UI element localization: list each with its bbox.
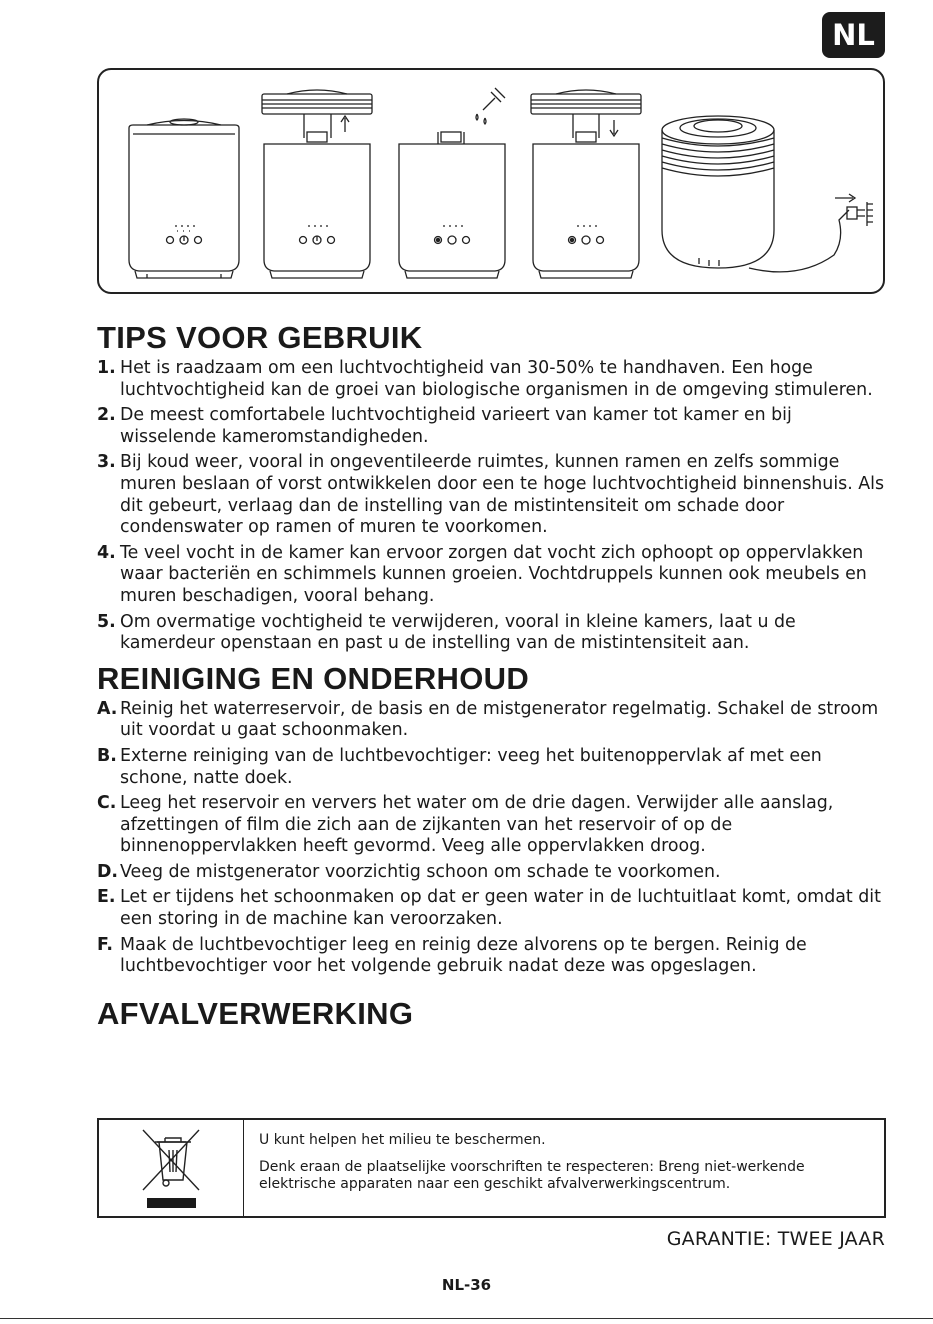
item-marker: B. <box>97 745 117 766</box>
item-text: Externe reiniging van de luchtbevochtiger: veeg het buitenoppervlak af met een schone, natte doek. <box>120 745 822 788</box>
list-item <box>97 887 887 930</box>
power-cord-icon <box>749 210 849 272</box>
item-marker: 2. <box>97 405 116 426</box>
list-item <box>97 452 887 538</box>
list-item <box>97 746 887 789</box>
weee-icon-cell <box>99 1120 244 1216</box>
item-text: Bij koud weer, vooral in ongeventileerde ruimtes, kunnen ramen en zelfs sommige muren beslaan of vorst ontwikkelen door een te hoge luchtvochtigheid binnenshuis. Als dit gebeurt, verlaag dan de instelling van de mistintensiteit om schade door condenswater op ramen of muren te voorkomen. <box>120 452 885 538</box>
disposal-info-box <box>97 1118 886 1218</box>
list-item <box>97 793 887 858</box>
cleaning-list <box>97 699 887 978</box>
item-marker: 1. <box>97 358 116 378</box>
disposal-text <box>259 1132 869 1203</box>
language-badge: NL <box>822 12 885 58</box>
item-marker: 5. <box>97 611 116 632</box>
section-title-tips: TIPS VOOR GEBRUIK <box>97 320 423 355</box>
list-item <box>97 935 887 978</box>
item-text: Maak de luchtbevochtiger leeg en reinig deze alvorens op te bergen. Reinig de luchtbevochtiger voor het volgende gebruik nadat deze was opgeslagen. <box>120 934 807 977</box>
item-text: Veeg de mistgenerator voorzichtig schoon om schade te voorkomen. <box>120 861 721 882</box>
item-text: Om overmatige vochtigheid te verwijderen, vooral in kleine kamers, laat u de kamerdeur openstaan en past u de instelling van de mistintensiteit aan. <box>120 611 796 654</box>
item-marker: C. <box>97 793 117 814</box>
humidifier-unit-icon <box>262 90 372 278</box>
list-item <box>97 699 887 742</box>
humidifier-illustration-panel <box>97 68 885 294</box>
list-item <box>97 405 887 448</box>
list-item <box>97 543 887 608</box>
humidifier-unit-icon <box>399 88 505 278</box>
item-marker: A. <box>97 698 118 719</box>
disposal-line-2: Denk eraan de plaatselijke voorschriften te respecteren: Breng niet-werkende elektrische apparaten naar een geschikt afvalverwerkingscentrum. <box>259 1159 805 1192</box>
item-text: Let er tijdens het schoonmaken op dat er geen water in de luchtuitlaat komt, omdat dit een storing in de machine kan veroorzaken. <box>120 887 881 930</box>
item-marker: E. <box>97 887 116 908</box>
humidifier-unit-icon <box>129 119 239 278</box>
item-marker: 4. <box>97 542 116 563</box>
item-text: Het is raadzaam om een luchtvochtigheid van 30-50% te handhaven. Een hoge luchtvochtigheid kan de groei van biologische organismen in de omgeving stimuleren. <box>120 358 873 400</box>
item-marker: F. <box>97 934 113 955</box>
warranty-text: GARANTIE: TWEE JAAR <box>666 1228 885 1250</box>
page-number: NL-36 <box>441 1276 492 1294</box>
disposal-line-1: U kunt helpen het milieu te beschermen. <box>259 1132 546 1148</box>
humidifier-perspective-icon <box>662 116 873 272</box>
item-text: Leeg het reservoir en ververs het water om de drie dagen. Verwijder alle aanslag, afzettingen of film die zich aan de zijkanten van het reservoir of op de binnenoppervlakken heeft gevormd. Veeg alle oppervlakken droog. <box>120 793 834 857</box>
humidifier-unit-icon <box>531 90 641 278</box>
item-marker: 3. <box>97 452 116 473</box>
section-title-cleaning: REINIGING EN ONDERHOUD <box>97 660 530 696</box>
list-item <box>97 358 887 401</box>
item-text: De meest comfortabele luchtvochtigheid varieert van kamer tot kamer en bij wisselende kameromstandigheden. <box>120 405 792 447</box>
item-text: Te veel vocht in de kamer kan ervoor zorgen dat vocht zich ophoopt op oppervlakken waar bacteriën en schimmels kunnen groeien. Vochtdruppels kunnen ook meubels en muren beschadigen, vooral behang. <box>120 542 867 606</box>
crossed-out-wheelie-bin-icon <box>99 1120 244 1216</box>
tips-list <box>97 358 887 655</box>
item-marker: D. <box>97 861 119 882</box>
humidifier-steps-illustration <box>99 70 887 296</box>
list-item <box>97 612 887 655</box>
list-item <box>97 862 887 884</box>
item-text: Reinig het waterreservoir, de basis en de mistgenerator regelmatig. Schakel de stroom uit voordat u gaat schoonmaken. <box>120 698 879 741</box>
section-title-disposal: AFVALVERWERKING <box>97 995 414 1031</box>
dropper-icon <box>483 88 505 110</box>
main-content <box>97 318 887 1034</box>
bottom-divider <box>0 1318 933 1319</box>
